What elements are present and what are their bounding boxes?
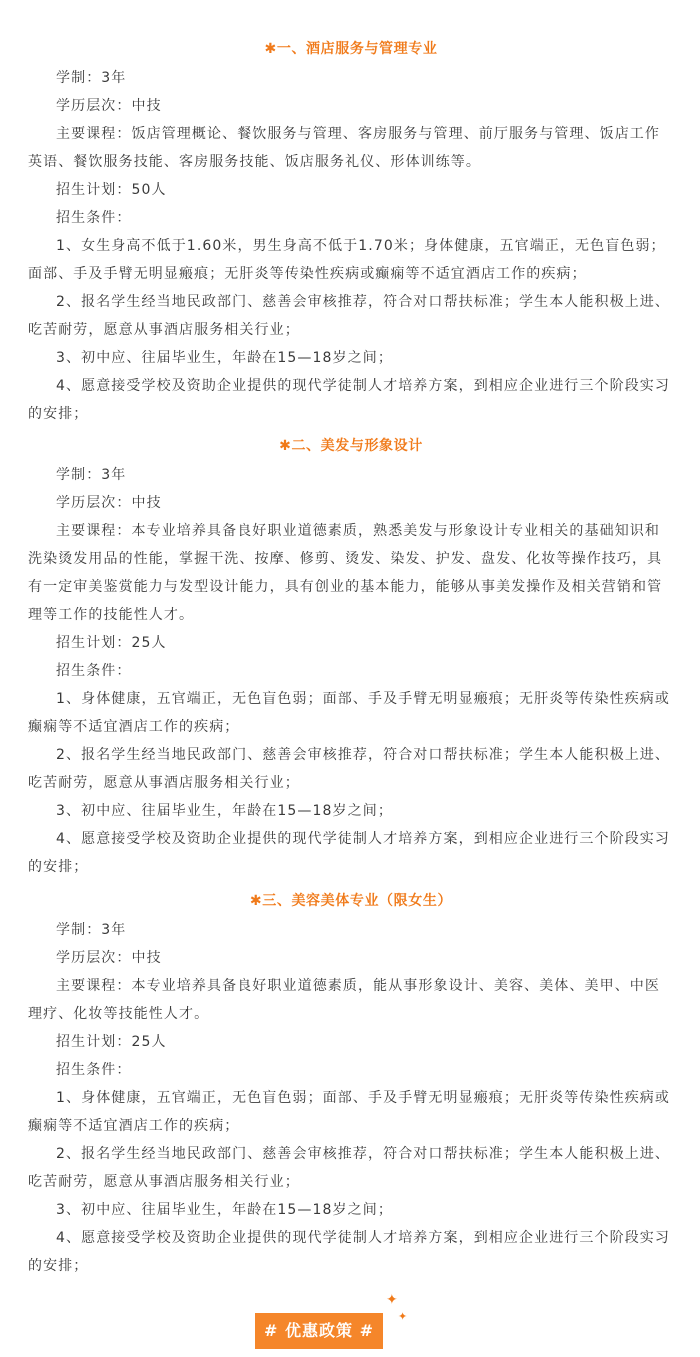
paragraph-condition-3: 3、初中应、往届毕业生，年龄在15—18岁之间； (56, 803, 393, 819)
paragraph-condition-4: 4、愿意接受学校及资助企业提供的现代学徒制人才培养方案，到相应企业进行三个阶段实习的安排； (28, 831, 671, 875)
paragraph-condition-1: 1、身体健康，五官端正，无色盲色弱；面部、手及手臂无明显瘢痕；无肝炎等传染性疾病或癫痫等不适宜酒店工作的疾病； (28, 1090, 671, 1134)
paragraph-condition-2: 2、报名学生经当地民政部门、慈善会审核推荐，符合对口帮扶标准；学生本人能积极上进、吃苦耐劳，愿意从事酒店服务相关行业； (28, 294, 671, 338)
sparkle-icon: ✦ (386, 1292, 398, 1308)
paragraph-condition-1: 1、身体健康，五官端正，无色盲色弱；面部、手及手臂无明显瘢痕；无肝炎等传染性疾病或癫痫等不适宜酒店工作的疾病； (28, 691, 671, 735)
paragraph-level: 学历层次：中技 (56, 495, 162, 511)
paragraph-duration: 学制：3年 (56, 70, 127, 86)
paragraph-duration: 学制：3年 (56, 467, 127, 483)
sparkle-icon: ✦ (398, 1310, 408, 1323)
paragraph-enrollment-plan: 招生计划：50人 (56, 182, 167, 198)
paragraph-courses: 主要课程：本专业培养具备良好职业道德素质，熟悉美发与形象设计专业相关的基础知识和洗染烫发用品的性能，掌握干洗、按摩、修剪、烫发、染发、护发、盘发、化妆等操作技巧，具有一定审美鉴赏能力与发型设计能力，具有创业的基本能力，能够从事美发操作及相关营销和管理等工作的技能性人才。 (28, 523, 663, 623)
paragraph-courses: 主要课程：本专业培养具备良好职业道德素质，能从事形象设计、美容、美体、美甲、中医理疗、化妆等技能性人才。 (28, 978, 660, 1022)
section-body (28, 64, 674, 428)
section-title: ✱一、酒店服务与管理专业 (264, 41, 438, 57)
section-hair-design (28, 431, 674, 881)
paragraph-conditions-heading: 招生条件： (56, 1062, 132, 1078)
paragraph-condition-2: 2、报名学生经当地民政部门、慈善会审核推荐，符合对口帮扶标准；学生本人能积极上进、吃苦耐劳，愿意从事酒店服务相关行业； (28, 1146, 671, 1190)
paragraph-duration: 学制：3年 (56, 922, 127, 938)
paragraph-condition-3: 3、初中应、往届毕业生，年龄在15—18岁之间； (56, 350, 393, 366)
section-body (28, 461, 674, 881)
section-hotel-management (28, 34, 674, 428)
paragraph-enrollment-plan: 招生计划：25人 (56, 635, 167, 651)
policy-badge-area (255, 1292, 408, 1353)
preferential-policy-badge: # 优惠政策 # (255, 1313, 383, 1349)
paragraph-condition-1: 1、女生身高不低于1.60米，男生身高不低于1.70米；身体健康，五官端正，无色盲色弱；面部、手及手臂无明显瘢痕；无肝炎等传染性疾病或癫痫等不适宜酒店工作的疾病； (28, 238, 666, 282)
paragraph-level: 学历层次：中技 (56, 950, 162, 966)
section-beauty-body (28, 886, 674, 1280)
section-title: ✱三、美容美体专业（限女生） (249, 893, 453, 909)
paragraph-level: 学历层次：中技 (56, 98, 162, 114)
paragraph-condition-2: 2、报名学生经当地民政部门、慈善会审核推荐，符合对口帮扶标准；学生本人能积极上进、吃苦耐劳，愿意从事酒店服务相关行业； (28, 747, 671, 791)
paragraph-condition-4: 4、愿意接受学校及资助企业提供的现代学徒制人才培养方案，到相应企业进行三个阶段实习的安排； (28, 378, 671, 422)
paragraph-conditions-heading: 招生条件： (56, 663, 132, 679)
paragraph-conditions-heading: 招生条件： (56, 210, 132, 226)
paragraph-enrollment-plan: 招生计划：25人 (56, 1034, 167, 1050)
section-title: ✱二、美发与形象设计 (279, 438, 423, 454)
paragraph-courses: 主要课程：饭店管理概论、餐饮服务与管理、客房服务与管理、前厅服务与管理、饭店工作英语、餐饮服务技能、客房服务技能、饭店服务礼仪、形体训练等。 (28, 126, 660, 170)
section-body (28, 916, 674, 1280)
paragraph-condition-3: 3、初中应、往届毕业生，年龄在15—18岁之间； (56, 1202, 393, 1218)
paragraph-condition-4: 4、愿意接受学校及资助企业提供的现代学徒制人才培养方案，到相应企业进行三个阶段实习的安排； (28, 1230, 671, 1274)
